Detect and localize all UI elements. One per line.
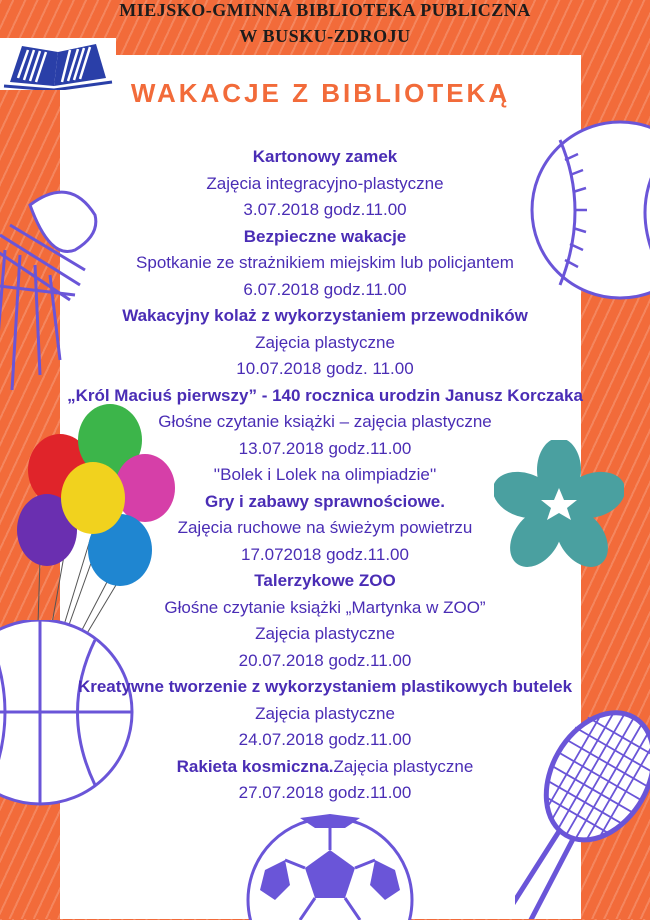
event-7-description: Głośne czytanie książki „Martynka w ZOO” xyxy=(164,597,486,617)
event-9-description: Zajęcia plastyczne xyxy=(333,756,474,776)
event-7-name: Talerzykowe ZOO xyxy=(254,571,396,590)
event-6-name: Gry i zabawy sprawnościowe. xyxy=(205,491,445,511)
event-3-name: Wakacyjny kolaż z wykorzystaniem przewodników xyxy=(122,306,528,325)
event-1-description: Zajęcia integracyjno-plastyczne xyxy=(206,173,444,193)
library-name-line-1: MIEJSKO-GMINNA BIBLIOTEKA PUBLICZNA xyxy=(119,0,531,20)
event-1-name: Kartonowy zamek xyxy=(252,147,398,166)
event-7-type: Zajęcia plastyczne xyxy=(255,624,395,643)
event-9-name: Rakieta kosmiczna. xyxy=(176,756,334,776)
event-2-description: Spotkanie ze strażnikiem miejskim lub policjantem xyxy=(136,253,514,272)
soccer-ball-icon xyxy=(245,810,415,920)
event-2-name: Bezpieczne wakacje xyxy=(243,226,407,246)
poster-title: WAKACJE Z BIBLIOTEKĄ xyxy=(130,78,511,108)
event-8-name: Kreatywne tworzenie z wykorzystaniem plastikowych butelek xyxy=(77,677,573,696)
event-4-name: „Król Maciuś pierwszy” - 140 rocznica urodzin Janusz Korczaka xyxy=(67,385,583,405)
event-4-date: 13.07.2018 godz.11.00 xyxy=(238,438,412,458)
event-7-date: 20.07.2018 godz.11.00 xyxy=(238,650,412,670)
event-2-date: 6.07.2018 godz.11.00 xyxy=(243,279,407,299)
event-3-description: Zajęcia plastyczne xyxy=(255,332,395,352)
event-3-date: 10.07.2018 godz. 11.00 xyxy=(236,359,414,378)
event-5-name: ''Bolek i Lolek na olimpiadzie'' xyxy=(213,465,437,484)
event-6-date: 17.072018 godz.11.00 xyxy=(241,544,409,564)
event-4-description: Głośne czytanie książki – zajęcia plastyczne xyxy=(158,412,492,431)
event-9-date: 27.07.2018 godz.11.00 xyxy=(238,783,412,802)
event-9-heading xyxy=(0,754,650,781)
event-8-date: 24.07.2018 godz.11.00 xyxy=(238,730,412,749)
event-6-description: Zajęcia ruchowe na świeżym powietrzu xyxy=(177,518,473,537)
event-8-description: Zajęcia plastyczne xyxy=(255,703,395,723)
event-list xyxy=(0,144,650,807)
event-1-date: 3.07.2018 godz.11.00 xyxy=(243,200,407,219)
library-name-line-2: W BUSKU-ZDROJU xyxy=(239,26,411,46)
